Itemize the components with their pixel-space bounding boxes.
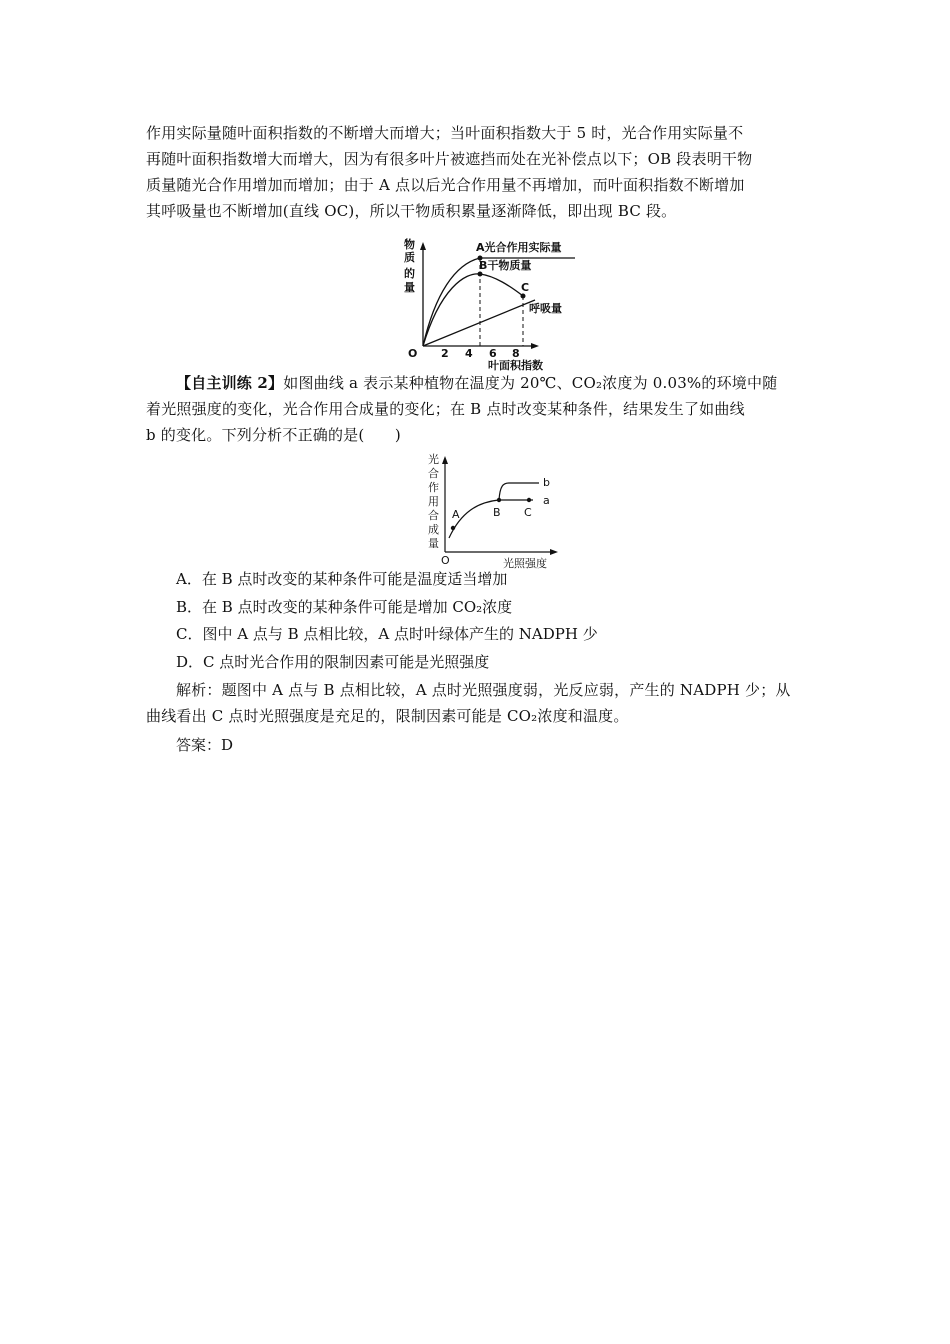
question-line-3: b 的变化。下列分析不正确的是( ) <box>146 426 401 444</box>
fig2-label-c: C <box>524 506 532 519</box>
question-text-1: 如图曲线 a 表示某种植物在温度为 20℃、CO₂浓度为 0.03%的环境中随 <box>283 374 778 392</box>
fig2-y-label-4: 用 <box>428 495 439 508</box>
fig1-point-b <box>478 272 483 277</box>
fig1-y-label-2: 质 <box>404 251 415 264</box>
fig2-y-label-7: 量 <box>428 537 439 550</box>
fig1-origin: O <box>408 347 418 360</box>
fig2-curve-label-b: b <box>543 476 550 489</box>
fig2-point-c <box>527 498 531 502</box>
option-d: D．C 点时光合作用的限制因素可能是光照强度 <box>176 653 490 671</box>
fig2-y-label-3: 作 <box>428 481 439 494</box>
fig1-respiration-line <box>423 300 535 346</box>
fig1-label-resp: 呼吸量 <box>529 302 562 315</box>
fig2-label-a: A <box>452 508 460 521</box>
option-a: A．在 B 点时改变的某种条件可能是温度适当增加 <box>176 570 508 588</box>
intro-line-1: 作用实际量随叶面积指数的不断增大而增大；当叶面积指数大于 5 时，光合作用实际量不 <box>146 124 744 142</box>
fig2-x-label: 光照强度 <box>503 557 547 570</box>
fig2-origin: O <box>441 554 450 567</box>
fig2-y-label-2: 合 <box>428 467 439 480</box>
question-line-1 <box>146 370 812 396</box>
fig2-y-label-6: 成 <box>428 523 439 536</box>
figure-leaf-area-index <box>395 234 595 374</box>
fig1-y-label-3: 的 <box>404 267 415 280</box>
answer: 答案：D <box>176 736 234 754</box>
option-b: B．在 B 点时改变的某种条件可能是增加 CO₂浓度 <box>176 598 513 616</box>
fig1-tick-6: 6 <box>489 347 497 360</box>
fig1-y-arrow <box>420 242 426 250</box>
fig2-point-a <box>451 526 455 530</box>
fig2-curve-a <box>449 500 533 538</box>
fig2-label-b: B <box>493 506 501 519</box>
figure-light-intensity <box>423 450 573 570</box>
fig2-curve-label-a: a <box>543 494 550 507</box>
fig1-dry-matter-curve <box>423 274 523 346</box>
analysis-block <box>146 677 812 729</box>
fig2-y-label-5: 合 <box>428 509 439 522</box>
analysis-line-1: 解析：题图中 A 点与 B 点相比较，A 点时光照强度弱，光反应弱，产生的 NADPH 少；从 <box>176 681 791 699</box>
fig1-y-label-1: 物 <box>404 238 415 251</box>
question-heading: 【自主训练 2】 <box>176 374 284 392</box>
fig1-y-label-4: 量 <box>404 281 415 294</box>
fig1-tick-2: 2 <box>441 347 449 360</box>
analysis-line-2: 曲线看出 C 点时光照强度是充足的，限制因素可能是 CO₂浓度和温度。 <box>146 707 629 725</box>
fig2-point-b <box>497 498 501 502</box>
fig1-label-c: C <box>521 281 530 294</box>
fig1-label-a: A光合作用实际量 <box>476 241 562 254</box>
fig1-tick-8: 8 <box>512 347 520 360</box>
intro-line-4: 其呼吸量也不断增加(直线 OC)，所以干物质积累量逐渐降低，即出现 BC 段。 <box>146 202 677 220</box>
fig1-x-label: 叶面积指数 <box>488 359 543 372</box>
question-block <box>146 370 812 448</box>
intro-paragraph <box>146 120 812 224</box>
fig1-x-arrow <box>531 343 539 349</box>
fig2-y-label-1: 光 <box>428 453 439 466</box>
fig1-tick-4: 4 <box>465 347 473 360</box>
intro-line-2: 再随叶面积指数增大而增大，因为有很多叶片被遮挡而处在光补偿点以下；OB 段表明干物 <box>146 150 753 168</box>
fig2-curve-b <box>499 483 539 500</box>
fig1-point-c <box>521 294 526 299</box>
fig1-label-b: B干物质量 <box>479 259 532 272</box>
option-c: C．图中 A 点与 B 点相比较，A 点时叶绿体产生的 NADPH 少 <box>176 625 598 643</box>
question-line-2: 着光照强度的变化，光合作用合成量的变化；在 B 点时改变某种条件，结果发生了如曲线 <box>146 400 745 418</box>
intro-line-3: 质量随光合作用增加而增加；由于 A 点以后光合作用量不再增加，而叶面积指数不断增加 <box>146 176 745 194</box>
fig2-y-arrow <box>442 456 448 464</box>
fig2-x-arrow <box>550 549 558 555</box>
